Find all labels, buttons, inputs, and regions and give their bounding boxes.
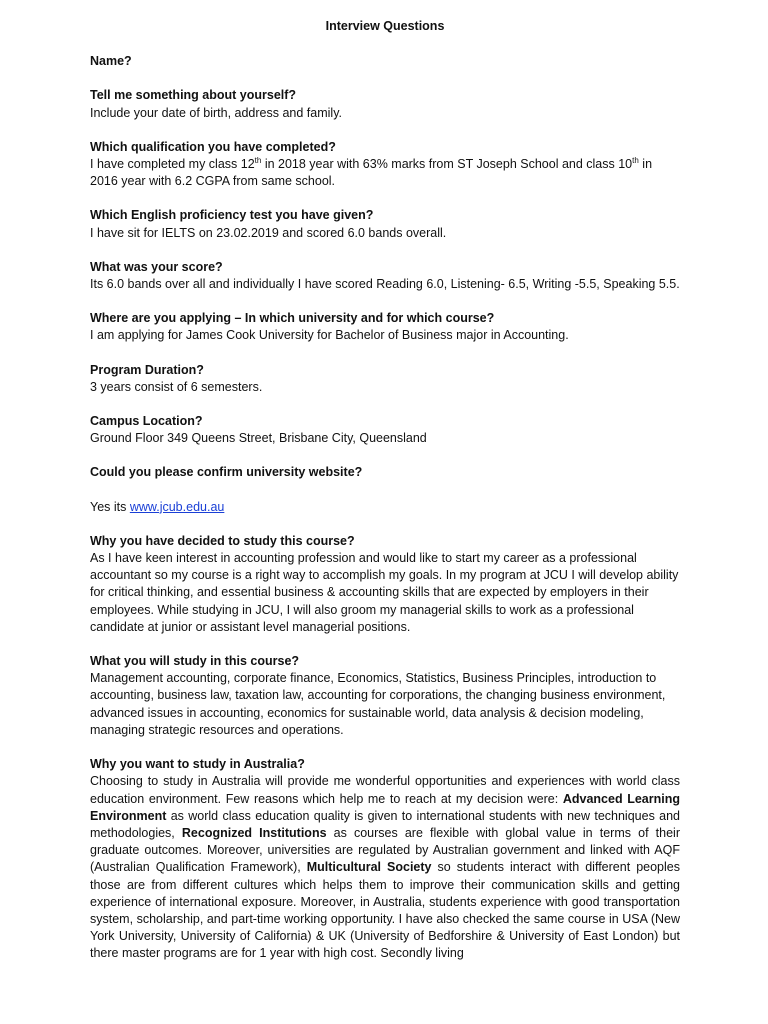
question: Name? (90, 54, 132, 69)
qa-tell (90, 87, 680, 121)
question: Where are you applying – In which university and for which course? (90, 311, 495, 326)
answer: Management accounting, corporate finance, Economics, Statistics, Business Principles, introduction to accounting, business law, taxation law, accounting for corporations, the changing business environment, advanced issues in accounting, economics for sustainable world, data analysis & decision modeling, managing strategic resources and operations. (90, 671, 666, 737)
answer: Yes its www.jcub.edu.au (90, 499, 225, 514)
question: What was your score? (90, 259, 223, 274)
qa-website-question (90, 464, 680, 481)
answer: Choosing to study in Australia will provide me wonderful opportunities and experiences with world class education environment. Few reasons which help me to reach at my decision were: Advanced Learning Environment as world class education quality is given to international students with new techniques and methodologies, Recognized Institutions as courses are flexible with global value in terms of their graduate outcomes. Moreover, universities are regulated by Australian government and linked with AQF (Australian Qualification Framework), Multicultural Society so students interact with different peoples those are from different cultures which helps them to improve their communication skills and getting experience of international exposure. Moreover, in Australia, students experience with good transportation system, scholarship, and part-time working opportunity. I have also checked the same course in USA (New York University, University of California) & UK (University of Bedforshire & University of East London) but there master programs are for 1 year with high cost. Secondly living (90, 774, 680, 961)
question: Campus Location? (90, 414, 203, 429)
document-title: Interview Questions (325, 19, 445, 33)
question: Could you please confirm university website? (90, 465, 363, 480)
qa-duration (90, 362, 680, 396)
answer: Ground Floor 349 Queens Street, Brisbane City, Queensland (90, 431, 427, 446)
question: Why you have decided to study this course? (90, 533, 355, 548)
answer: I am applying for James Cook University for Bachelor of Business major in Accounting. (90, 328, 569, 343)
highlight-recognized-institutions: Recognized Institutions (181, 825, 327, 840)
answer: 3 years consist of 6 semesters. (90, 379, 263, 394)
document-page (90, 18, 680, 980)
qa-study (90, 653, 680, 739)
question: Program Duration? (90, 362, 204, 377)
qa-applying (90, 310, 680, 344)
question: Why you want to study in Australia? (90, 757, 305, 772)
qa-website-answer (90, 499, 680, 516)
qa-score (90, 259, 680, 293)
qa-english (90, 207, 680, 241)
qa-qualification (90, 139, 680, 191)
highlight-advanced-learning: Advanced Learning Environment (90, 791, 680, 823)
answer: Its 6.0 bands over all and individually I have scored Reading 6.0, Listening- 6.5, Writing -5.5, Speaking 5.5. (90, 277, 680, 292)
university-website-link[interactable]: www.jcub.edu.au (129, 499, 225, 514)
qa-name (90, 53, 680, 70)
highlight-multicultural-society: Multicultural Society (306, 860, 432, 875)
qa-australia (90, 756, 680, 962)
answer: I have sit for IELTS on 23.02.2019 and scored 6.0 bands overall. (90, 225, 447, 240)
qa-why-course (90, 533, 680, 636)
question: Which English proficiency test you have given? (90, 208, 374, 223)
question: Tell me something about yourself? (90, 88, 297, 103)
qa-campus (90, 413, 680, 447)
answer: As I have keen interest in accounting profession and would like to start my career as a professional accountant so my course is a right way to accomplish my goals. In my program at JCU I will develop ability for critical thinking, and essential business & accounting skills that are expected by employers in their employees. While studying in JCU, I will also groom my managerial skills to work as a professional candidate at junior or assistant level managerial positions. (90, 551, 679, 634)
answer: Include your date of birth, address and family. (90, 105, 342, 120)
question: Which qualification you have completed? (90, 139, 336, 154)
answer: I have completed my class 12th in 2018 year with 63% marks from ST Joseph School and class 10th in 2016 year with 6.2 CGPA from same school. (90, 155, 653, 189)
question: What you will study in this course? (90, 654, 300, 669)
